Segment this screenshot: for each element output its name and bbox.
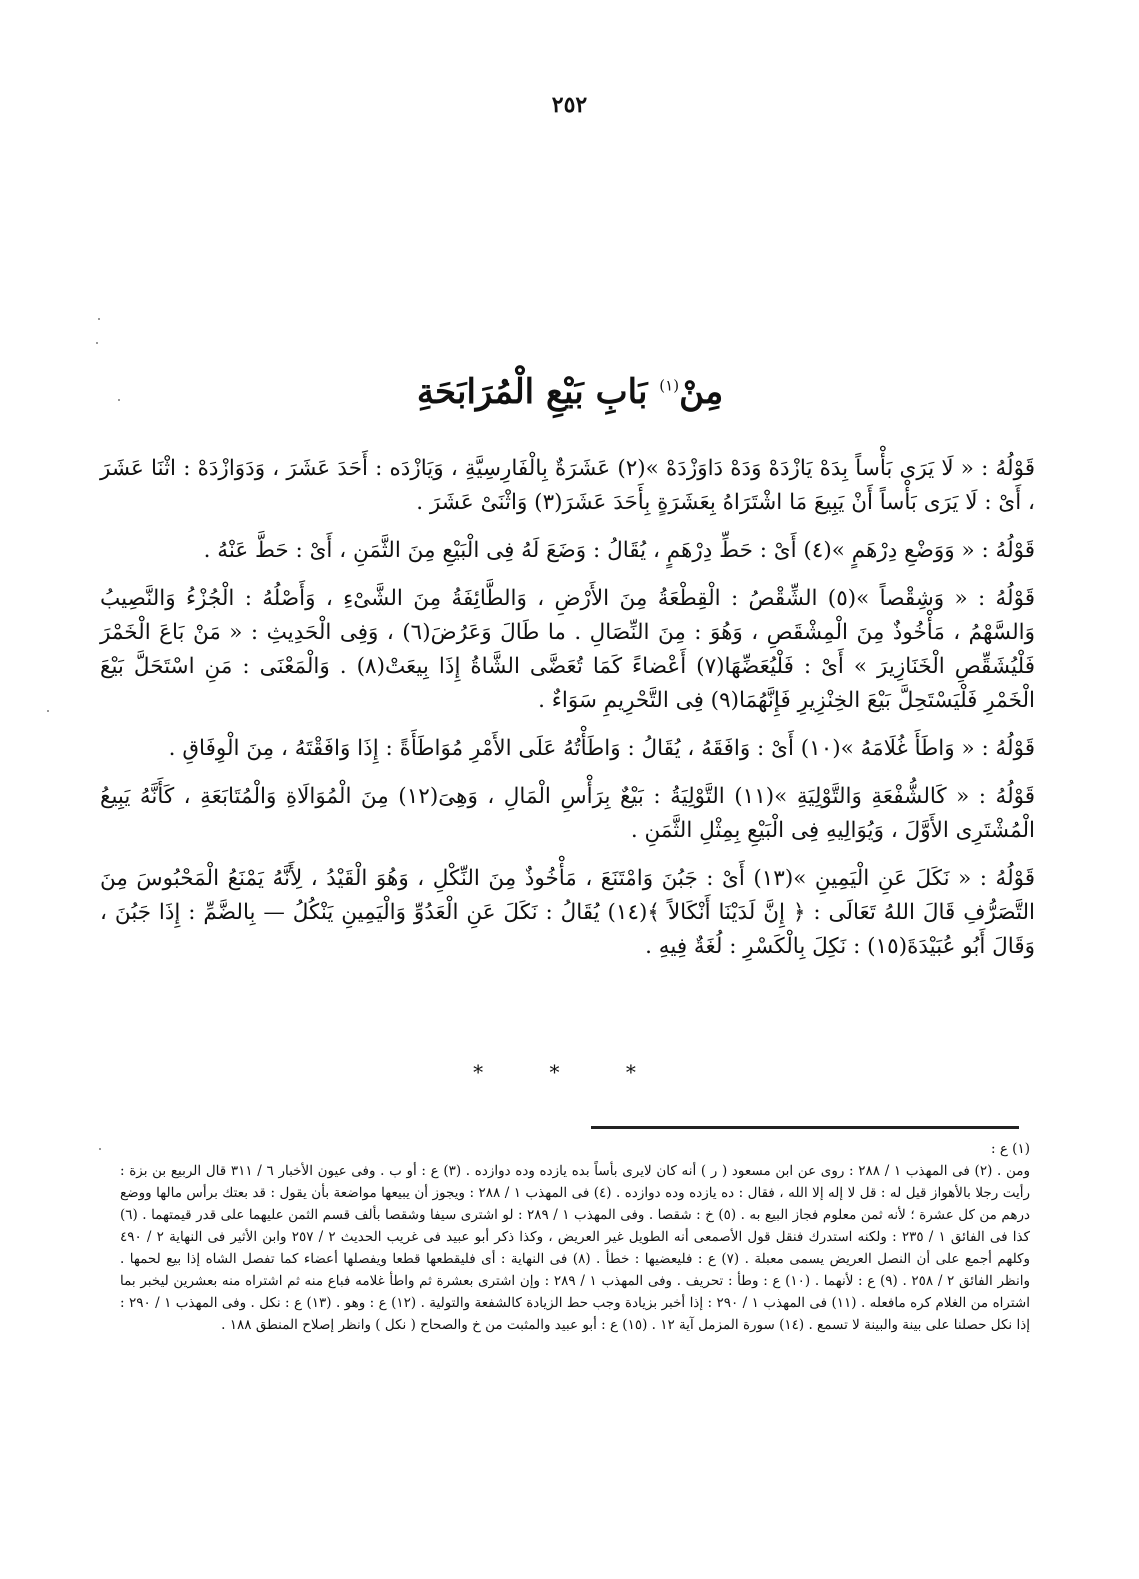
scan-speck: [47, 710, 49, 712]
paragraph: قَوْلُهُ : « وَوَضْعِ دِرْهَمٍ »(٤) أَىْ : حَطِّ دِرْهَمٍ ، يُقَالُ : وَضَعَ لَهُ فِى الْبَيْعِ مِنَ الثَّمَنِ ، أَىْ : حَطَّ عَنْهُ .: [203, 538, 1035, 563]
paragraph: قَوْلُهُ : « وَشِقْصاً »(٥) الشِّقْصُ : الْقِطْعَةُ مِنَ الأَرْضِ ، وَالطَّائِفَةُ مِنَ الشَّىْءِ ، وَأَصْلُهُ : الْجُزْءُ وَالنَّصِيبُ وَالسَّهْمُ ، مَأْخُوذٌ مِنَ الْمِشْقَصِ ، وَهُوَ : مِنَ النِّصَالِ . ما طَالَ وَعَرُضَ(٦) ، وَفِى الْحَدِيثِ : « مَنْ بَاعَ الْخَمْرَ فَلْيُشَقِّصِ الْخَنَازِيرَ » أَىْ : فَلْيُعَضِّهَا(٧) أَعْضاءً كَمَا تُعَضَّى الشَّاةُ إِذَا بِيعَتْ(٨) . وَالْمَعْنَى : مَنِ اسْتَحَلَّ بَيْعَ الْخَمْرِ فَلْيَسْتَحِلَّ بَيْعَ الخِنْزِيرِ فَإِنَّهُمَا(٩) فِى التَّحْرِيمِ سَوَاءٌ .: [100, 586, 1035, 713]
footnote-rule: [591, 1126, 1019, 1129]
footnotes: [120, 1138, 1030, 1336]
chapter-title-text: بَابِ بَيْعِ الْمُرَابَحَةِ: [416, 372, 648, 412]
chapter-title: [300, 372, 840, 412]
scan-speck: [96, 342, 98, 344]
paragraph: قَوْلُهُ : « كَالشُّفْعَةِ وَالتَّوْلِيَةِ »(١١) التَّوْلِيَةُ : بَيْعٌ بِرَأْسِ الْمَالِ ، وَهِىَ(١٢) مِنَ الْمُوَالَاةِ وَالْمُتَابَعَةِ ، كَأَنَّهُ يَبِيعُ الْمُشْتَرِى الأَوَّلَ ، وَيُوَالِيهِ فِى الْبَيْعِ بِمِثْلِ الثَّمَنِ .: [100, 784, 1036, 843]
scan-speck: [98, 318, 100, 320]
paragraph: قَوْلُهُ : « نَكَلَ عَنِ الْيَمِينِ »(١٣) أَىْ : جَبُنَ وَامْتَنَعَ ، مَأْخُوذٌ مِنَ النِّكْلِ ، وَهُوَ الْقَيْدُ ، لِأَنَّهُ يَمْنَعُ الْمَحْبُوسَ مِنَ التَّصَرُّفِ قَالَ اللهُ تَعَالَى : ﴿ إِنَّ لَدَيْنَا أَنْكَالاً ﴾(١٤) يُقَالُ : نَكَلَ عَنِ الْعَدُوِّ وَالْيَمِينِ يَنْكُلُ — بِالضَّمِّ : إِذَا جَبُنَ ، وَقَالَ أَبُو عُبَيْدَةَ(١٥) : نَكِلَ بِالْكَسْرِ : لُغَةٌ فِيهِ .: [100, 866, 1036, 959]
scan-speck: [118, 399, 120, 401]
paragraph: قَوْلُهُ : « لَا يَرَى بَأْساً بِدَهْ يَازْدَهْ وَدَهْ دَاوَزْدَهْ »(٢) عَشَرَةٌ بِالْفَارِسِيَّةِ ، وَيَازْدَه : أَحَدَ عَشَرَ ، وَدَوَازْدَهْ : اثْنَا عَشَرَ ، أَىْ : لَا يَرَى بَأْساً أَنْ يَبِيعَ مَا اشْتَرَاهُ بِعَشَرَةٍ بِأَحَدَ عَشَرَ(٣) وَاثْنَىْ عَشَرَ .: [100, 456, 1035, 515]
scan-speck: [99, 1148, 101, 1150]
footnote-line: ومن . (٢) فى المهذب ١ / ٢٨٨ : روى عن ابن مسعود ( ر ) أنه كان لايرى بأساً بده يازده وده دوازده . (٣) ع : أو ب . وفى عيون الأخبار ٦ / ٣١١ قال الربيع بن بزة : رأيت رجلا بالأهواز قيل له : قل لا إله إلا الله ، فقال : ده يازده وده دوازده . (٤) فى المهذب ١ / ٢٨٨ : ويجوز أن يبيعها مواضعة بأن يقول : قد بعتك برأس مالها ووضع درهم من كل عشرة ؛ لأنه ثمن معلوم فجاز البيع به . (٥) خ : شقصا . وفى المهذب ١ / ٢٨٩ : لو اشترى سيفا وشقصا بألف قسم الثمن عليهما على قدر قيمتهما . (٦) كذا فى الفائق ١ / ٢٣٥ : ولكنه استدرك فنقل قول الأصمعى أنه الطويل غير العريض ، وكذا ذكر أبو عبيد فى غريب الحديث ٢ / ٢٥٧ وابن الأثير فى النهاية ٢ / ٤٩٠ وكلهم أجمع على أن النصل العريض يسمى معبلة . (٧) ع : فليعضيها : خطأ . (٨) فى النهاية : أى فليقطعها قطعا ويفصلها أعضاء كما تفصل الشاه إذا بيع لحمها . وانظر الفائق ٢ / ٢٥٨ . (٩) ع : لأنهما . (١٠) ع : وطأ : تحريف . وفى المهذب ١ / ٢٨٩ : وإن اشترى بعشرة ثم واطأ غلامه فباع منه ثم اشتراه منه بعشرين ليخبر بما اشتراه من الغلام كره مافعله . (١١) فى المهذب ١ / ٢٩٠ : إذا أخبر بزيادة وجب حط الزيادة كالشفعة والتولية . (١٢) ع : وهو . (١٣) ع : نكل . وفى المهذب ١ / ٢٩٠ : إذا نكل حصلنا على بينة والبينة لا تسمع . (١٤) سورة المزمل آية ١٢ . (١٥) ع : أبو عبيد والمثبت من خ والصحاح ( نكل ) وانظر إصلاح المنطق ١٨٨ .: [120, 1163, 1031, 1333]
chapter-title-note-ref: (١): [659, 376, 680, 395]
page-number: ٢٥٢: [551, 92, 588, 118]
chapter-title-prefix: مِنْ: [679, 372, 724, 412]
body-text: [100, 452, 1035, 978]
paragraph: قَوْلُهُ : « وَاطَأَ غُلَامَهُ »(١٠) أَىْ : وَافَقَهُ ، يُقَالُ : وَاطَأْتُهُ عَلَى الأَمْرِ مُوَاطَأَةً : إِذَا وَافَقْتَهُ ، مِنَ الْوِفَاقِ .: [168, 736, 1035, 761]
footnote-line: (١) ع :: [991, 1141, 1030, 1157]
section-separator: * * *: [473, 1060, 666, 1084]
